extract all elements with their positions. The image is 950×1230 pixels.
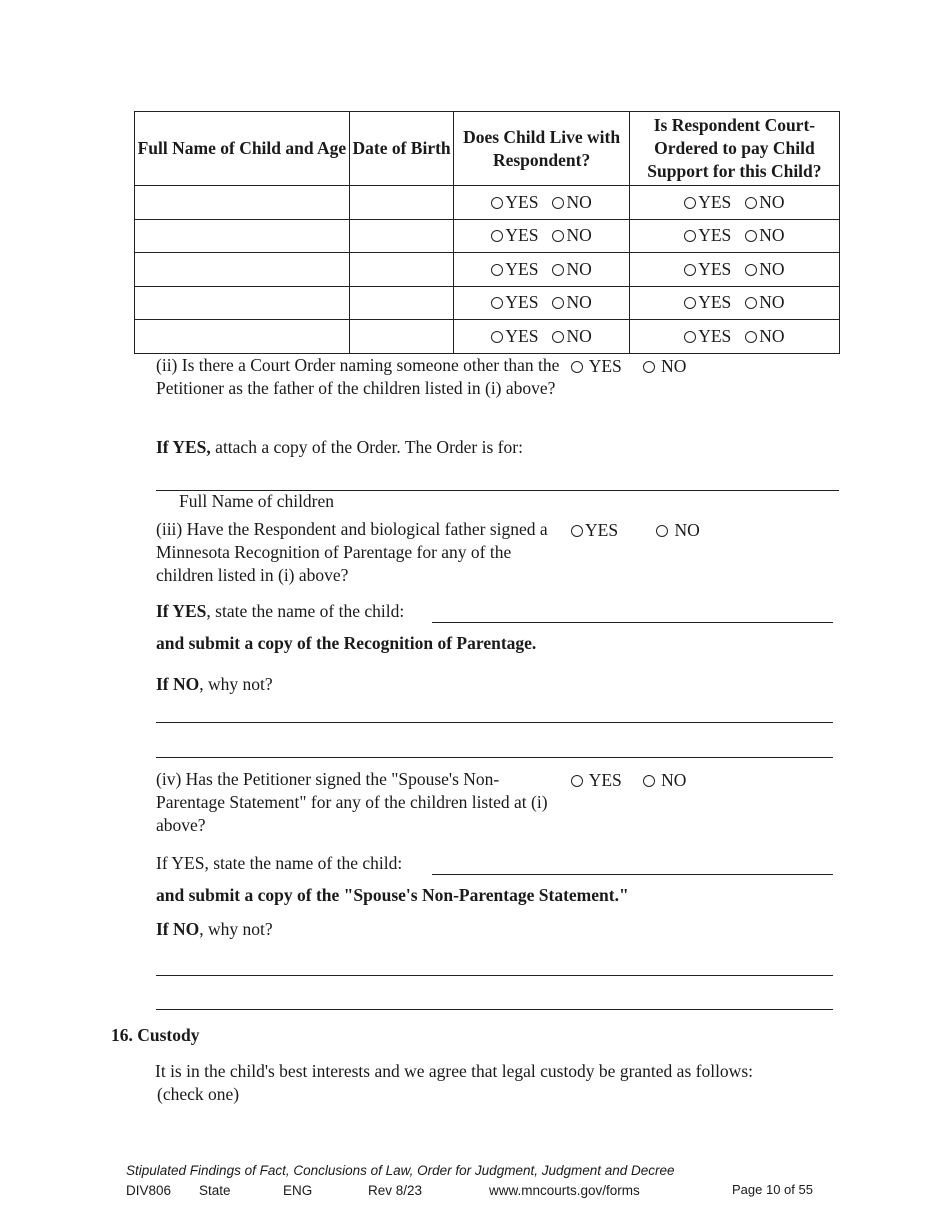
- if-yes-text: , state the name of the child:: [206, 601, 405, 621]
- radio-circle-icon: [643, 775, 655, 787]
- no-label: NO: [759, 225, 785, 246]
- radio-circle-icon: [491, 264, 503, 276]
- child-row: [135, 186, 840, 220]
- no-label: NO: [759, 191, 785, 212]
- child-row: [135, 320, 840, 354]
- radio-circle-icon: [643, 361, 655, 373]
- support-yes-radio[interactable]: [684, 224, 731, 247]
- footer-revision: Rev 8/23: [368, 1183, 423, 1198]
- q2-no-radio[interactable]: [643, 355, 687, 378]
- no-label: NO: [566, 292, 592, 313]
- section-16-heading: 16. Custody: [111, 1025, 200, 1045]
- no-label: NO: [661, 356, 687, 376]
- footer-title-text: Stipulated Findings of Fact, Conclusions of Law, Order for Judgment, Judgment and Decree: [126, 1163, 675, 1178]
- radio-circle-icon: [552, 197, 564, 209]
- line-caption: Full Name of children: [179, 491, 335, 511]
- yes-label: YES: [585, 520, 619, 540]
- question-ii-options: [571, 355, 686, 378]
- radio-circle-icon: [684, 264, 696, 276]
- header-support: Is Respondent Court-Ordered to pay Child Support for this Child?: [629, 112, 839, 186]
- child-dob-cell[interactable]: [349, 186, 454, 220]
- support-no-radio[interactable]: [745, 224, 784, 247]
- child-row: [135, 253, 840, 287]
- yes-label: YES: [505, 225, 539, 246]
- lives-with-yes-radio[interactable]: [491, 224, 538, 247]
- radio-circle-icon: [745, 197, 757, 209]
- support-no-radio[interactable]: [745, 291, 784, 314]
- footer-jurisdiction: State: [199, 1183, 231, 1198]
- q4-if-no: [156, 918, 273, 941]
- no-label: NO: [674, 520, 700, 540]
- footer-language: ENG: [283, 1183, 313, 1198]
- child-row: [135, 286, 840, 320]
- q3-why-not-line-1[interactable]: [156, 722, 833, 723]
- support-yes-radio[interactable]: [684, 191, 731, 214]
- child-name-cell[interactable]: [135, 186, 350, 220]
- child-name-cell[interactable]: [135, 286, 350, 320]
- lives-with-no-radio[interactable]: [552, 224, 591, 247]
- radio-circle-icon: [745, 230, 757, 242]
- child-name-cell[interactable]: [135, 320, 350, 354]
- support-cell: [629, 253, 839, 287]
- lives-with-no-radio[interactable]: [552, 325, 591, 348]
- section-16-text: It is in the child's best interests and we agree that legal custody be granted as follows:: [155, 1061, 753, 1081]
- if-yes-bold: If YES,: [156, 437, 211, 457]
- support-yes-radio[interactable]: [684, 325, 731, 348]
- footer-page-number: Page 10 of 55: [732, 1182, 813, 1197]
- child-name-cell[interactable]: [135, 219, 350, 253]
- q2-yes-radio[interactable]: [571, 355, 622, 378]
- radio-circle-icon: [745, 264, 757, 276]
- lives-with-cell: [454, 253, 629, 287]
- q3-if-yes: [156, 600, 404, 623]
- child-dob-cell[interactable]: [349, 253, 454, 287]
- lives-with-cell: [454, 186, 629, 220]
- support-no-radio[interactable]: [745, 325, 784, 348]
- q3-submit: and submit a copy of the Recognition of Parentage.: [156, 633, 537, 653]
- no-label: NO: [661, 770, 687, 790]
- radio-circle-icon: [684, 331, 696, 343]
- radio-circle-icon: [552, 331, 564, 343]
- q3-why-not-line-2[interactable]: [156, 757, 833, 758]
- support-yes-radio[interactable]: [684, 258, 731, 281]
- q2-if-yes: [156, 436, 523, 459]
- child-dob-cell[interactable]: [349, 219, 454, 253]
- child-row: [135, 219, 840, 253]
- lives-with-cell: [454, 286, 629, 320]
- lives-with-yes-radio[interactable]: [491, 258, 538, 281]
- radio-circle-icon: [684, 230, 696, 242]
- lives-with-no-radio[interactable]: [552, 258, 591, 281]
- no-label: NO: [566, 325, 592, 346]
- radio-circle-icon: [491, 297, 503, 309]
- footer-url[interactable]: www.mncourts.gov/forms: [489, 1183, 640, 1198]
- radio-circle-icon: [491, 230, 503, 242]
- lives-with-cell: [454, 219, 629, 253]
- lives-with-yes-radio[interactable]: [491, 325, 538, 348]
- lives-with-no-radio[interactable]: [552, 191, 591, 214]
- q4-child-name-line[interactable]: [432, 874, 833, 875]
- footer-title: [126, 1162, 675, 1180]
- radio-circle-icon: [656, 525, 668, 537]
- lives-with-yes-radio[interactable]: [491, 291, 538, 314]
- q4-if-yes: If YES, state the name of the child:: [156, 853, 403, 873]
- yes-label: YES: [505, 292, 539, 313]
- lives-with-yes-radio[interactable]: [491, 191, 538, 214]
- no-label: NO: [759, 292, 785, 313]
- footer-code: DIV806: [126, 1183, 172, 1198]
- q3-if-no: [156, 673, 273, 696]
- question-iii-options: [571, 519, 700, 542]
- support-cell: [629, 286, 839, 320]
- radio-circle-icon: [552, 297, 564, 309]
- no-label: NO: [566, 258, 592, 279]
- lives-with-no-radio[interactable]: [552, 291, 591, 314]
- radio-circle-icon: [684, 197, 696, 209]
- if-no-bold: If NO: [156, 919, 200, 939]
- radio-circle-icon: [491, 197, 503, 209]
- support-cell: [629, 320, 839, 354]
- children-table: [134, 111, 840, 354]
- child-dob-cell[interactable]: [349, 320, 454, 354]
- if-no-text: , why not?: [199, 919, 273, 939]
- yes-label: YES: [505, 325, 539, 346]
- no-label: NO: [759, 325, 785, 346]
- question-iv-options: [571, 769, 686, 792]
- radio-circle-icon: [571, 775, 583, 787]
- yes-label: YES: [698, 292, 732, 313]
- if-yes-text: attach a copy of the Order. The Order is for:: [210, 437, 523, 457]
- yes-label: YES: [588, 356, 622, 376]
- q3-no-radio[interactable]: [656, 519, 700, 542]
- question-iii: (iii) Have the Respondent and biological father signed a Minnesota Recognition of Parentage for any of the children listed in (i) above?: [156, 519, 548, 585]
- support-cell: [629, 219, 839, 253]
- radio-circle-icon: [552, 230, 564, 242]
- yes-label: YES: [698, 225, 732, 246]
- radio-circle-icon: [745, 297, 757, 309]
- radio-circle-icon: [552, 264, 564, 276]
- child-name-cell[interactable]: [135, 253, 350, 287]
- header-dob: Date of Birth: [349, 112, 454, 186]
- q4-no-radio[interactable]: [643, 769, 687, 792]
- radio-circle-icon: [684, 297, 696, 309]
- q4-why-not-line-1[interactable]: [156, 975, 833, 976]
- yes-label: YES: [698, 325, 732, 346]
- support-no-radio[interactable]: [745, 258, 784, 281]
- yes-label: YES: [698, 191, 732, 212]
- radio-circle-icon: [745, 331, 757, 343]
- support-cell: [629, 186, 839, 220]
- if-no-text: , why not?: [199, 674, 273, 694]
- no-label: NO: [566, 225, 592, 246]
- question-ii: (ii) Is there a Court Order naming someone other than the Petitioner as the father of the children listed in (i) above?: [156, 355, 560, 398]
- radio-circle-icon: [571, 525, 583, 537]
- q4-submit: and submit a copy of the "Spouse's Non-Parentage Statement.": [156, 885, 629, 905]
- header-lives-with: Does Child Live with Respondent?: [454, 112, 629, 186]
- radio-circle-icon: [491, 331, 503, 343]
- section-16-check-one: (check one): [157, 1084, 240, 1104]
- support-no-radio[interactable]: [745, 191, 784, 214]
- no-label: NO: [759, 258, 785, 279]
- q3-child-name-line[interactable]: [432, 622, 833, 623]
- if-yes-bold: If YES: [156, 601, 207, 621]
- q4-yes-radio[interactable]: [571, 769, 622, 792]
- if-no-bold: If NO: [156, 674, 200, 694]
- yes-label: YES: [505, 258, 539, 279]
- yes-label: YES: [588, 770, 622, 790]
- yes-label: YES: [698, 258, 732, 279]
- support-yes-radio[interactable]: [684, 291, 731, 314]
- q4-why-not-line-2[interactable]: [156, 1009, 833, 1010]
- no-label: NO: [566, 191, 592, 212]
- q3-yes-radio[interactable]: [571, 519, 618, 542]
- child-dob-cell[interactable]: [349, 286, 454, 320]
- lives-with-cell: [454, 320, 629, 354]
- question-iv: (iv) Has the Petitioner signed the "Spouse's Non-Parentage Statement" for any of the children listed at (i) above?: [156, 769, 548, 835]
- radio-circle-icon: [571, 361, 583, 373]
- yes-label: YES: [505, 191, 539, 212]
- header-name: Full Name of Child and Age: [135, 112, 350, 186]
